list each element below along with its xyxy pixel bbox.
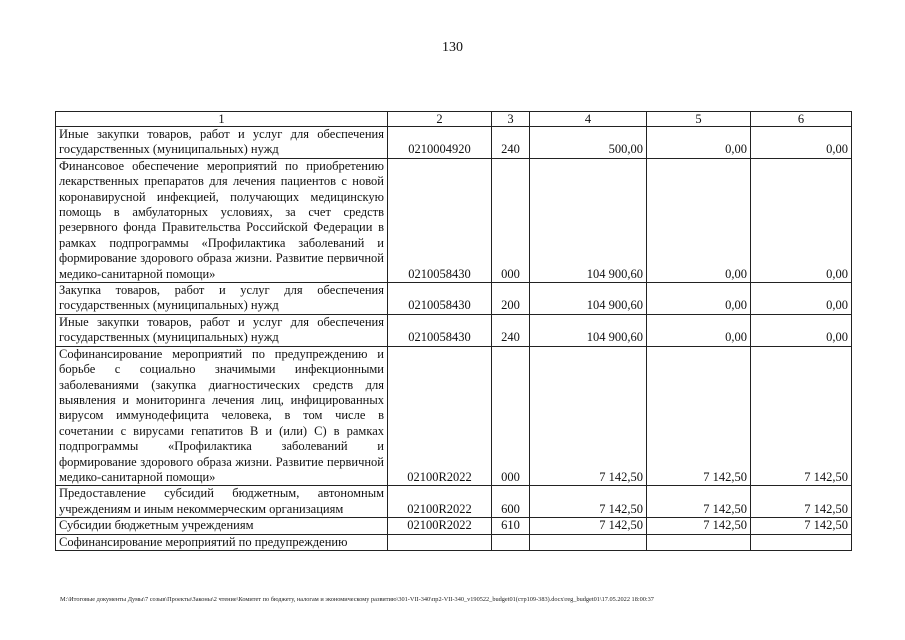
row-value-4: 500,00 [530,127,647,159]
row-type: 610 [492,518,530,534]
row-value-4: 7 142,50 [530,518,647,534]
row-type: 000 [492,346,530,486]
row-value-6: 0,00 [751,158,852,282]
column-header: 2 [388,112,492,127]
row-value-6: 0,00 [751,283,852,315]
row-value-5: 0,00 [647,158,751,282]
row-value-4: 104 900,60 [530,314,647,346]
table-row [56,283,852,315]
row-value-4: 104 900,60 [530,158,647,282]
row-value-5 [647,534,751,550]
row-code: 02100R2022 [388,486,492,518]
table-row [56,127,852,159]
document-file-path: M:\Итоговые документы Думы\7 созыв\Проекты\Законы\2 чтение\Комитет по бюджету, налогам и экономическому развитию\301-VII-340\пр2-VII-340_v190522_budget01(стр109-383).docx\reg_budget01\17.05.2022 18:00:37 [60,596,654,603]
row-name: Субсидии бюджетным учреждениям [56,518,388,534]
budget-table [55,111,852,551]
row-value-5: 0,00 [647,283,751,315]
row-name: Финансовое обеспечение мероприятий по приобретению лекарственных препаратов для лечения пациентов с новой коронавирусной инфекцией, получающих медицинскую помощь в амбулаторных условиях, за счет средств резервного фонда Правительства Российской Федерации в рамках подпрограммы «Профилактика заболеваний и формирование здорового образа жизни. Развитие первичной медико-санитарной помощи» [56,158,388,282]
row-value-4: 7 142,50 [530,486,647,518]
row-name: Иные закупки товаров, работ и услуг для обеспечения государственных (муниципальных) нужд [56,127,388,159]
row-code: 0210004920 [388,127,492,159]
table-row [56,346,852,486]
row-name: Закупка товаров, работ и услуг для обеспечения государственных (муниципальных) нужд [56,283,388,315]
row-value-4: 7 142,50 [530,346,647,486]
table-row [56,158,852,282]
table-row [56,534,852,550]
table-row [56,518,852,534]
row-value-5: 0,00 [647,314,751,346]
row-type: 200 [492,283,530,315]
row-value-5: 7 142,50 [647,486,751,518]
row-name: Предоставление субсидий бюджетным, автономным учреждениям и иным некоммерческим организациям [56,486,388,518]
table-row [56,486,852,518]
row-type: 240 [492,127,530,159]
row-value-6: 7 142,50 [751,346,852,486]
row-value-5: 7 142,50 [647,518,751,534]
column-header: 5 [647,112,751,127]
table-row [56,314,852,346]
row-code: 0210058430 [388,158,492,282]
row-code [388,534,492,550]
row-code: 02100R2022 [388,346,492,486]
column-header: 6 [751,112,852,127]
row-code: 02100R2022 [388,518,492,534]
row-value-4 [530,534,647,550]
row-type: 600 [492,486,530,518]
row-name: Иные закупки товаров, работ и услуг для обеспечения государственных (муниципальных) нужд [56,314,388,346]
row-code: 0210058430 [388,314,492,346]
row-name: Софинансирование мероприятий по предупреждению [56,534,388,550]
row-name: Софинансирование мероприятий по предупреждению и борьбе с социально значимыми инфекционными заболеваниями (закупка диагностических средств для выявления и мониторинга лечения лиц, инфицированных вирусом иммунодефицита человека, в том числе в сочетании с вирусами гепатитов B и (или) C) в рамках подпрограммы «Профилактика заболеваний и формирование здорового образа жизни. Развитие первичной медико-санитарной помощи» [56,346,388,486]
row-value-6: 0,00 [751,127,852,159]
row-value-4: 104 900,60 [530,283,647,315]
row-code: 0210058430 [388,283,492,315]
row-type: 000 [492,158,530,282]
column-header: 1 [56,112,388,127]
row-value-5: 7 142,50 [647,346,751,486]
row-type [492,534,530,550]
column-header: 4 [530,112,647,127]
table-header-row [56,112,852,127]
column-header: 3 [492,112,530,127]
row-value-6: 7 142,50 [751,518,852,534]
page-number: 130 [442,40,463,55]
row-value-5: 0,00 [647,127,751,159]
row-type: 240 [492,314,530,346]
row-value-6: 7 142,50 [751,486,852,518]
row-value-6 [751,534,852,550]
row-value-6: 0,00 [751,314,852,346]
